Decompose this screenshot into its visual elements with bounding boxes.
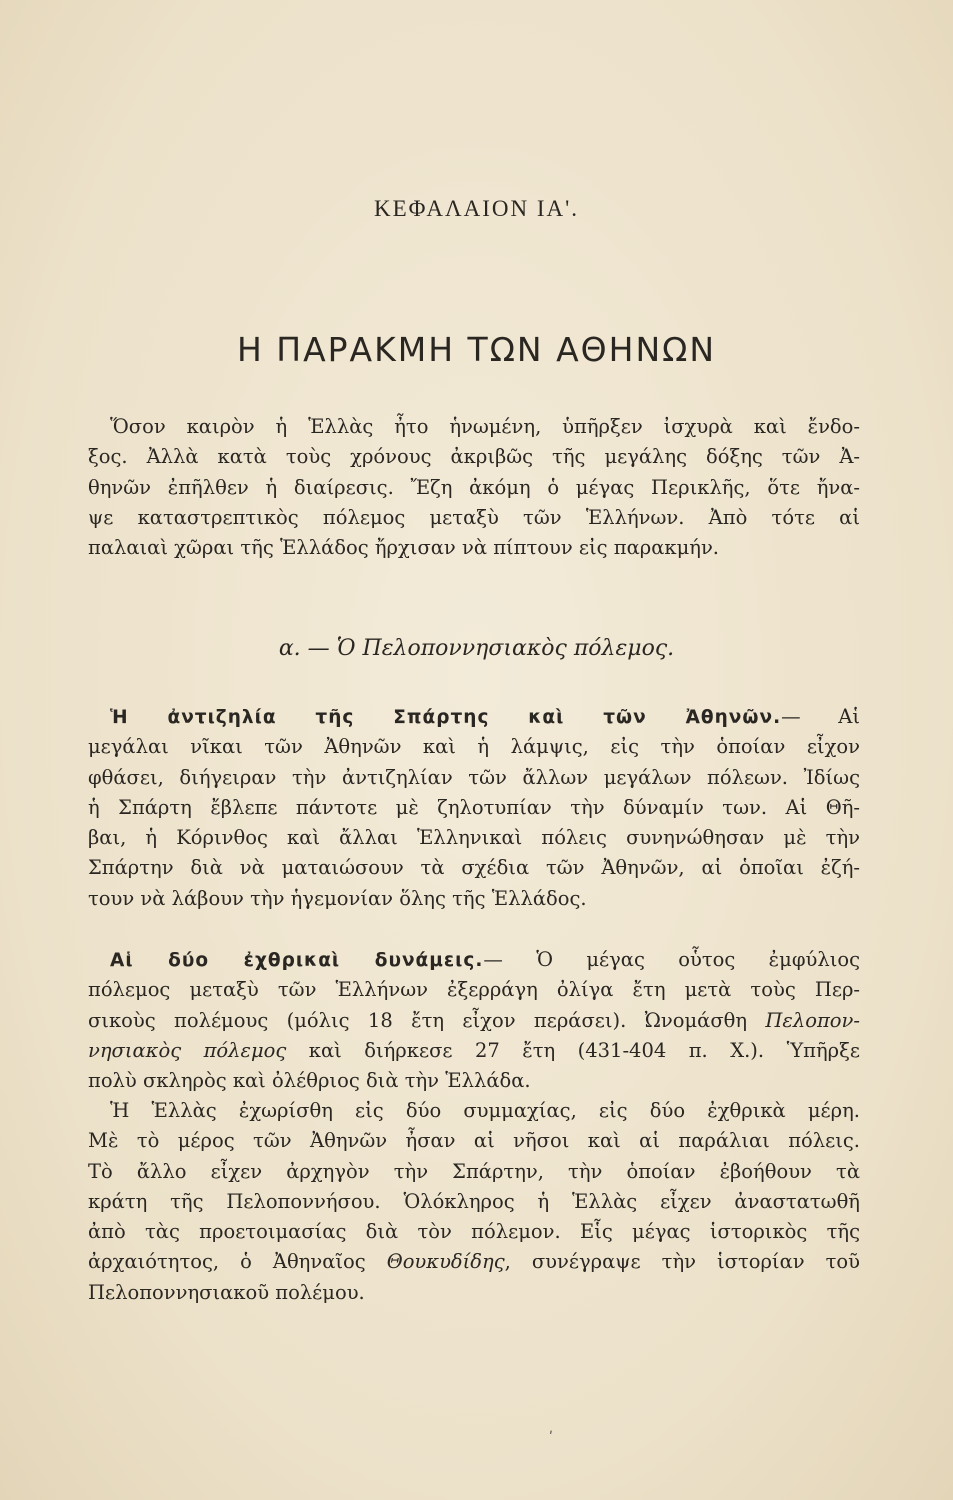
text-line — [88, 1006, 860, 1036]
line-text: ἀρχαιότητος, ὁ Ἀθηναῖος — [88, 1250, 387, 1274]
text-line: παλαιαὶ χῶραι τῆς Ἑλλάδος ἤρχισαν νὰ πίπτουν εἰς παρακμήν. — [88, 536, 719, 560]
intro-paragraph — [88, 412, 860, 563]
text-line: Σπάρτην διὰ νὰ ματαιώσουν τὰ σχέδια τῶν Ἀθηνῶν, αἱ ὁποῖαι ἐζή- — [88, 856, 860, 880]
section-heading: α. — Ὁ Πελοποννησιακὸς πόλεμος. — [278, 636, 675, 661]
text-line: Πελοποννησιακοῦ πολέμου. — [88, 1280, 365, 1304]
paragraph-forces — [88, 945, 860, 1096]
text-line: Τὸ ἄλλο εἶχεν ἀρχηγὸν τὴν Σπάρτην, τὴν ὁποίαν ἐβοήθουν τὰ — [88, 1159, 860, 1183]
text-line — [88, 945, 860, 975]
text-line — [88, 702, 860, 732]
text-line: Ἡ Ἑλλὰς ἐχωρίσθη εἰς δύο συμμαχίας, εἰς δύο ἐχθρικὰ μέρη. — [110, 1099, 860, 1122]
text-line: πολὺ σκληρὸς καὶ ὀλέθριος διὰ τὴν Ἑλλάδα. — [88, 1069, 531, 1093]
emphasis-text: νησιακὸς πόλεμος — [88, 1038, 287, 1062]
text-line: τουν νὰ λάβουν τὴν ἡγεμονίαν ὅλης τῆς Ἑλλάδος. — [88, 886, 587, 910]
emphasis-text: Πελοπον- — [765, 1008, 860, 1032]
text-line — [88, 1036, 860, 1066]
text-line: ξος. Ἀλλὰ κατὰ τοὺς χρόνους ἀκριβῶς τῆς μεγάλης δόξης τῶν Ἀ- — [88, 445, 860, 469]
line-text: , συνέγραψε τὴν ἱστορίαν τοῦ — [504, 1250, 860, 1274]
paragraph-heading: Αἱ δύο ἐχθρικαὶ δυνάμεις. — [110, 950, 484, 971]
text-line: ψε καταστρεπτικὸς πόλεμος μεταξὺ τῶν Ἑλλήνων. Ἀπὸ τότε αἱ — [88, 505, 860, 529]
text-line: κράτη τῆς Πελοποννήσου. Ὁλόκληρος ἡ Ἑλλὰς εἶχεν ἀναστατωθῆ — [88, 1189, 860, 1213]
text-line: φθάσει, διήγειραν τὴν ἀντιζηλίαν τῶν ἄλλων μεγάλων πόλεων. Ἰδίως — [88, 765, 860, 789]
line-text: καὶ διήρκεσε 27 ἔτη (431-404 π. Χ.). Ὑπῆρξε — [286, 1038, 860, 1062]
line-text: — Ὁ μέγας οὗτος ἐμφύλιος — [483, 948, 860, 971]
text-line: πόλεμος μεταξὺ τῶν Ἑλλήνων ἐξερράγη ὀλίγα ἔτη μετὰ τοὺς Περ- — [88, 978, 860, 1002]
text-line: μεγάλαι νῖκαι τῶν Ἀθηνῶν καὶ ἡ λάμψις, εἰς τὴν ὁποίαν εἶχον — [88, 735, 860, 759]
text-line: ἡ Σπάρτη ἔβλεπε πάντοτε μὲ ζηλοτυπίαν τὴν δύναμίν των. Αἱ Θῆ- — [88, 795, 860, 819]
text-line — [88, 1247, 860, 1277]
text-line: θηνῶν ἐπῆλθεν ἡ διαίρεσις. Ἔζη ἀκόμη ὁ μέγας Περικλῆς, ὅτε ἤνα- — [88, 475, 860, 499]
paragraph-rivalry — [88, 702, 860, 914]
text-line: Ὅσον καιρὸν ἡ Ἑλλὰς ἦτο ἡνωμένη, ὑπῆρξεν ἰσχυρὰ καὶ ἔνδο- — [110, 415, 860, 438]
line-text: — Αἱ — [781, 705, 860, 728]
emphasis-text: Θουκυδίδης — [386, 1250, 505, 1274]
line-text: σικοὺς πολέμους (μόλις 18 ἔτη εἶχον περάσει). Ὠνομάσθη — [88, 1008, 766, 1032]
text-line: ἀπὸ τὰς προετοιμασίας διὰ τὸν πόλεμον. Εἷς μέγας ἱστορικὸς τῆς — [88, 1220, 860, 1244]
paragraph-alliances — [88, 1096, 860, 1308]
chapter-heading: ΚΕΦΑΛΑΙΟΝ ΙΑ'. — [373, 196, 580, 221]
text-line: Μὲ τὸ μέρος τῶν Ἀθηνῶν ἦσαν αἱ νῆσοι καὶ αἱ παράλιαι πόλεις. — [88, 1129, 860, 1153]
paragraph-heading: Ἡ ἀντιζηλία τῆς Σπάρτης καὶ τῶν Ἀθηνῶν. — [110, 707, 782, 728]
chapter-title: Η ΠΑΡΑΚΜΗ ΤΩΝ ΑΘΗΝΩΝ — [236, 330, 717, 370]
text-line: βαι, ἡ Κόρινθος καὶ ἄλλαι Ἑλληνικαὶ πόλεις συνηνώθησαν μὲ τὴν — [88, 826, 860, 850]
stray-mark: ʹ — [549, 1430, 553, 1446]
